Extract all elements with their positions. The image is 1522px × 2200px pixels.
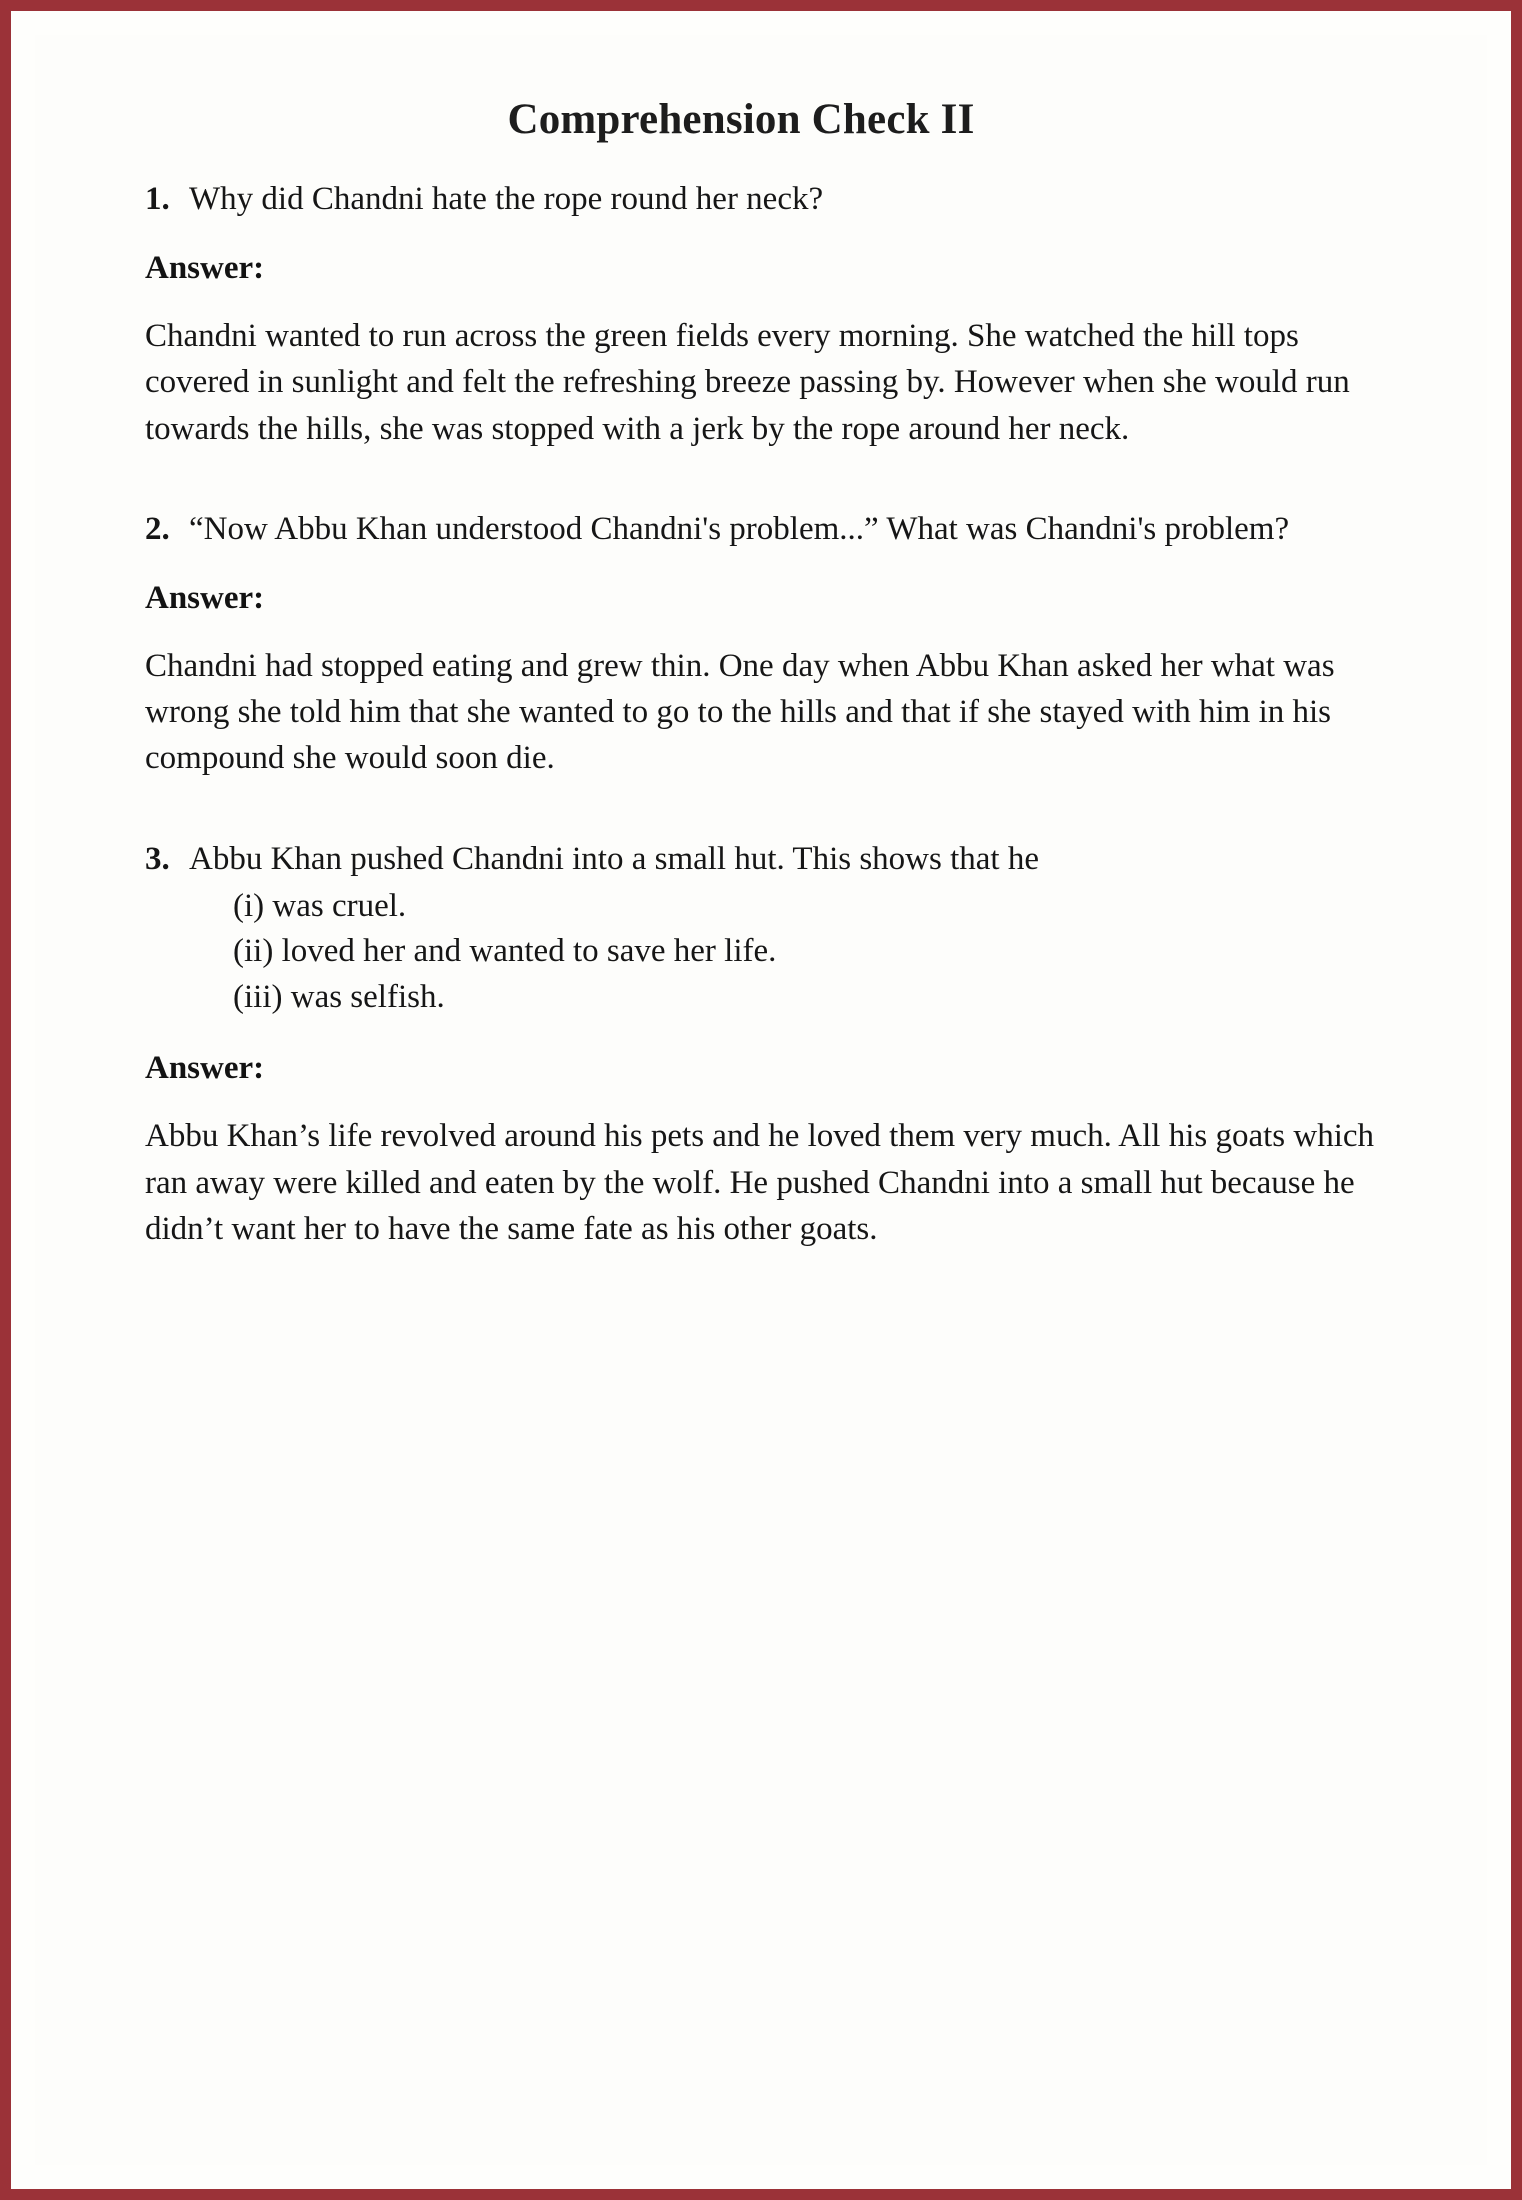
question-1-number: 1. xyxy=(145,181,170,217)
option-i[interactable]: (i) was cruel. xyxy=(233,887,407,924)
question-3-text xyxy=(189,838,1399,1021)
question-3 xyxy=(145,838,1399,1021)
qa-block-3 xyxy=(145,838,1399,1252)
document-content xyxy=(145,95,1399,1252)
answer-text-2: Chandni had stopped eating and grew thin. One day when Abbu Khan asked her what was wrong she told him that she wanted to go to the hills and that if she stayed with him in his compound she would soon die. xyxy=(145,648,1335,777)
option-ii[interactable]: (ii) loved her and wanted to save her life. xyxy=(233,933,777,970)
question-1 xyxy=(145,178,1399,220)
question-1-text: Why did Chandni hate the rope round her neck? xyxy=(189,181,824,217)
question-3-number: 3. xyxy=(145,840,170,877)
answer-label-3: Answer: xyxy=(145,1050,265,1087)
answer-text-1: Chandni wanted to run across the green fields every morning. She watched the hill tops covered in sunlight and felt the refreshing breeze passing by. However when she would run towards the hills, she was stopped with a jerk by the rope around her neck. xyxy=(145,318,1350,447)
question-2-text: “Now Abbu Khan understood Chandni's problem...” What was Chandni's problem? xyxy=(189,510,1290,547)
document-sheet xyxy=(35,35,1487,2165)
question-3-options xyxy=(189,884,1329,1021)
question-2-number: 2. xyxy=(145,510,170,547)
answer-label-1: Answer: xyxy=(145,250,265,287)
option-iii[interactable]: (iii) was selfish. xyxy=(233,978,445,1015)
answer-label-2: Answer: xyxy=(145,580,265,617)
qa-block-1 xyxy=(145,178,1399,452)
question-2 xyxy=(145,508,1399,550)
answer-text-3: Abbu Khan’s life revolved around his pets and he loved them very much. All his goats which ran away were killed and eaten by the wolf. He pushed Chandni into a small hut because he didn’t want her to have the same fate as his other goats. xyxy=(145,1118,1375,1247)
qa-block-2 xyxy=(145,508,1399,782)
question-3-stem: Abbu Khan pushed Chandni into a small hut. This shows that he xyxy=(189,840,1039,877)
page-title: Comprehension Check II xyxy=(507,96,975,143)
